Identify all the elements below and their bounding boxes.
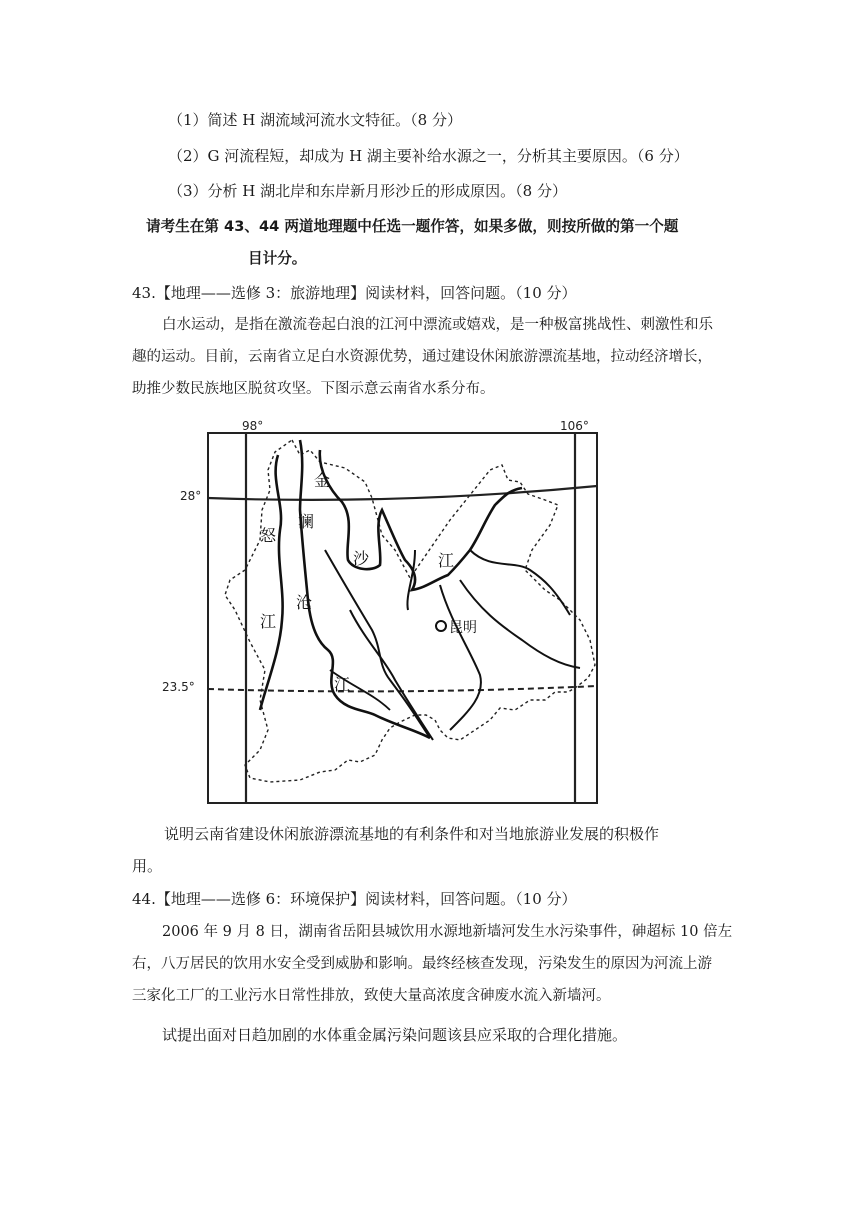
- label-lancang-2: 沧: [296, 593, 313, 612]
- label-lat-28: 28°: [180, 489, 202, 503]
- label-lon-106: 106°: [560, 419, 589, 433]
- instruction-line-1: 请考生在第 43、44 两道地理题中任选一题作答，如果多做，则按所做的第一个题: [146, 218, 679, 235]
- tributary-2: [350, 610, 433, 740]
- q44-header: 44.【地理——选修 6：环境保护】阅读材料，回答问题。（10 分）: [132, 890, 577, 908]
- q42-item-3: （3）分析 H 湖北岸和东岸新月形沙丘的形成原因。（8 分）: [168, 182, 567, 200]
- label-nu-2: 江: [260, 612, 277, 631]
- q43-question-line-2: 用。: [132, 857, 163, 875]
- label-jinsha-1: 金: [314, 471, 331, 490]
- q43-question: [132, 818, 732, 882]
- kunming-city-marker: [436, 621, 446, 631]
- q43-material-line-1: 白水运动，是指在激流卷起白浪的江河中漂流或嬉戏，是一种极富挑战性、刺激性和乐: [162, 317, 713, 333]
- yunnan-river-map: [150, 410, 610, 810]
- q43-header: 43.【地理——选修 3：旅游地理】阅读材料，回答问题。（10 分）: [132, 284, 577, 302]
- label-lat-23-5: 23.5°: [162, 680, 195, 694]
- instruction-line-2: 目计分。: [248, 250, 307, 267]
- tributary-4: [460, 580, 580, 668]
- q44-material: [132, 916, 732, 1012]
- tributary-5: [470, 550, 570, 615]
- label-lancang-3: 江: [334, 675, 351, 694]
- label-lancang-1: 澜: [298, 512, 315, 531]
- q42-item-1: （1）简述 H 湖流域河流水文特征。（8 分）: [168, 111, 462, 129]
- q42-item-2: （2）G 河流程短，却成为 H 湖主要补给水源之一，分析其主要原因。（6 分）: [168, 147, 689, 165]
- tributary-3: [440, 585, 481, 730]
- label-nu-1: 怒: [260, 526, 277, 545]
- q43-material: [132, 309, 732, 405]
- jinsha-river: [320, 450, 522, 590]
- label-jinsha-3: 江: [438, 551, 455, 570]
- label-lon-98: 98°: [242, 419, 264, 433]
- q43-material-line-2: 趣的运动。目前，云南省立足白水资源优势，通过建设休闲旅游漂流基地，拉动经济增长，: [132, 349, 712, 365]
- q44-material-line-2: 右，八万居民的饮用水安全受到威胁和影响。最终经核查发现，污染发生的原因为河流上游: [132, 956, 712, 972]
- q44-question: 试提出面对日趋加剧的水体重金属污染问题该县应采取的合理化措施。: [162, 1026, 628, 1044]
- label-kunming: 昆明: [449, 620, 477, 636]
- q44-material-line-1: 2006 年 9 月 8 日，湖南省岳阳县城饮用水源地新墙河发生水污染事件，砷超标 10 倍左: [162, 924, 733, 940]
- q44-material-line-3: 三家化工厂的工业污水日常性排放，致使大量高浓度含砷废水流入新墙河。: [132, 988, 611, 1004]
- label-jinsha-2: 沙: [353, 549, 370, 568]
- q43-question-line-1: 说明云南省建设休闲旅游漂流基地的有利条件和对当地旅游业发展的积极作: [164, 825, 660, 843]
- nu-river: [260, 455, 283, 710]
- q43-material-line-3: 助推少数民族地区脱贫攻坚。下图示意云南省水系分布。: [132, 381, 495, 397]
